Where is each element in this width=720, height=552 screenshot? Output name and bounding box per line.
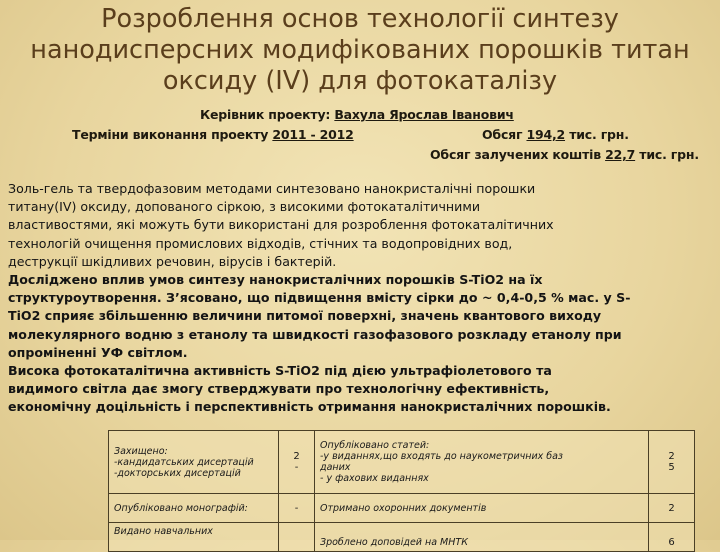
monographs-label: Опубліковано монографій:: [109, 494, 279, 523]
volume-value: 194,2: [526, 127, 566, 142]
reports-label: Зроблено доповідей на МНТК: [315, 523, 649, 552]
published-articles-label: Опубліковано статей: -у виданнях,що входять до наукометричних баз даних - у фахових виданнях: [315, 431, 649, 494]
terms-value: 2011 - 2012: [272, 127, 354, 142]
project-terms: [72, 126, 354, 144]
textbooks-count: [279, 523, 315, 552]
text-line: Висока фотокаталітична активність S-TiO2 під дією ультрафіолетового та: [8, 363, 552, 379]
text-line: структуроутворення. З’ясовано, що підвищення вмісту сірки до ~ 0,4-0,5 % мас. у S-: [8, 290, 631, 306]
table-row: [109, 431, 695, 494]
terms-label: Терміни виконання проекту: [72, 127, 269, 142]
published-articles-count: 2 5: [649, 431, 695, 494]
attracted-unit: тис. грн.: [639, 147, 699, 162]
table-row: [109, 494, 695, 523]
text-line: молекулярного водню з етанолу та швидкості газофазового розкладу етанолу при: [8, 326, 622, 342]
attracted-label: Обсяг залучених коштів: [430, 147, 601, 162]
text-line: властивостями, які можуть бути використані для розроблення фотокаталітичних: [8, 217, 554, 233]
reports-count: 6: [649, 523, 695, 552]
leader-name: Вахула Ярослав Іванович: [334, 107, 514, 122]
project-leader: [200, 106, 514, 124]
textbooks-label: Видано навчальних: [109, 523, 279, 552]
text-line: економічну доцільність і перспективність отримання нанокристалічних порошків.: [8, 399, 611, 415]
volume-unit: тис. грн.: [569, 127, 629, 142]
defended-dissertations-count: 2 -: [279, 431, 315, 494]
title-line-2: нанодисперсних модифікованих порошків титан: [30, 35, 690, 65]
project-description: [8, 180, 694, 417]
attracted-funds: [430, 146, 699, 164]
attracted-value: 22,7: [605, 147, 636, 162]
paragraph-synthesis: [8, 180, 694, 271]
project-volume: [482, 126, 629, 144]
leader-label: Керівник проекту:: [200, 107, 331, 122]
paragraph-research: [8, 271, 694, 362]
volume-label: Обсяг: [482, 127, 523, 142]
monographs-count: -: [279, 494, 315, 523]
title-line-3: оксиду (IV) для фотокаталізу: [162, 66, 558, 96]
text-line: видимого світла дає змогу стверджувати про технологічну ефективність,: [8, 381, 550, 397]
text-line: титану(IV) оксиду, допованого сіркою, з високими фотокаталітичними: [8, 199, 481, 215]
text-line: Досліджено вплив умов синтезу нанокристалічних порошків S-TiO2 на їх: [8, 272, 543, 288]
paragraph-conclusion: [8, 362, 694, 417]
title-line-1: Розроблення основ технології синтезу: [101, 4, 619, 34]
text-line: деструкції шкідливих речовин, вірусів і бактерій.: [8, 253, 337, 269]
patents-count: 2: [649, 494, 695, 523]
defended-dissertations-label: Захищено: -кандидатських дисертацій -докторських дисертацій: [109, 431, 279, 494]
text-line: Золь-гель та твердофазовим методами синтезовано нанокристалічні порошки: [8, 181, 536, 196]
results-table: [108, 430, 695, 552]
text-line: опроміненні УФ світлом.: [8, 344, 188, 360]
patents-label: Отримано охоронних документів: [315, 494, 649, 523]
text-line: TiO2 сприяє збільшенню величини питомої поверхні, значень квантового виходу: [8, 308, 602, 324]
table-row: [109, 523, 695, 552]
text-line: технологій очищення промислових відходів, стічних та водопровідних вод,: [8, 235, 513, 251]
project-title: [20, 4, 700, 97]
